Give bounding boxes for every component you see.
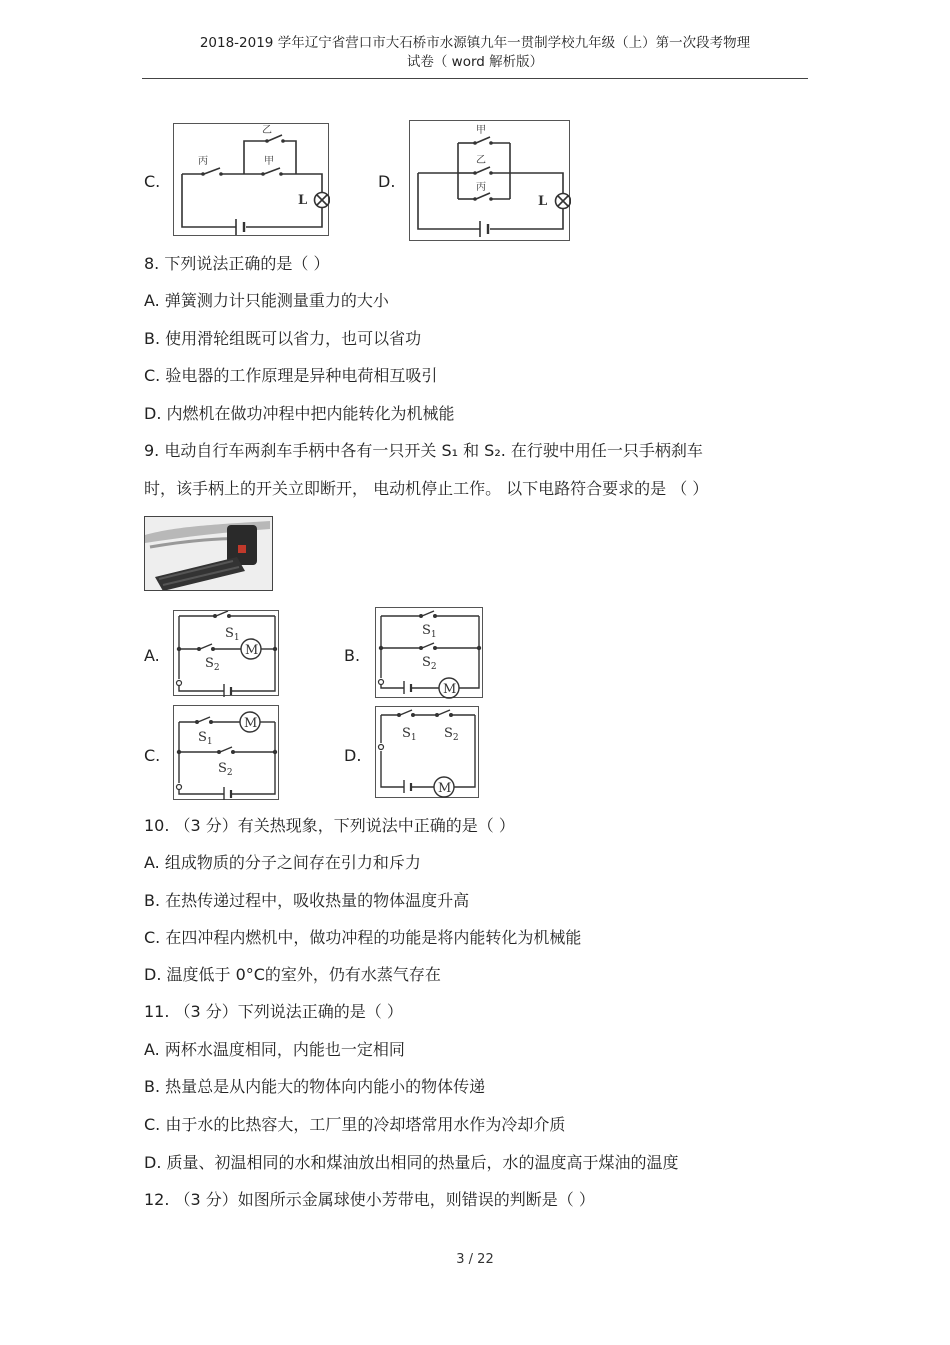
q11-option-b: B. 热量总是从内能大的物体向内能小的物体传递 — [144, 1077, 486, 1096]
q9-circuit-c — [173, 705, 279, 800]
q9-stem-line2: 时，该手柄上的开关立即断开， 电动机停止工作。 以下电路符合要求的是 （ ） — [144, 479, 709, 498]
b-s1-label: $S_1$ — [422, 623, 437, 640]
q7-circuit-c — [173, 123, 329, 236]
c-switch-jia-label: 甲 — [264, 156, 274, 167]
a-motor-label: M — [245, 643, 259, 658]
q9-circuit-d — [375, 706, 479, 798]
c-s1-label: $S_1$ — [198, 730, 213, 747]
q11-stem: 11. （3 分）下列说法正确的是（ ） — [144, 1002, 403, 1021]
q9-circuit-b — [375, 607, 483, 698]
q11-option-c: C. 由于水的比热容大，工厂里的冷却塔常用水作为冷却介质 — [144, 1115, 566, 1134]
circuit-d-diagram — [410, 121, 571, 242]
q9-option-a-label: A. — [144, 646, 160, 665]
page-number: 3 / 22 — [456, 1252, 494, 1267]
q8-option-c: C. 验电器的工作原理是异种电荷相互吸引 — [144, 366, 438, 385]
b-s2-label: $S_2$ — [422, 655, 437, 672]
d-switch-bing-label: 丙 — [476, 182, 486, 193]
q7-circuit-d — [409, 120, 570, 241]
c-motor-label: M — [244, 716, 258, 731]
q9-option-d-label: D. — [344, 746, 362, 765]
q8-stem: 8. 下列说法正确的是（ ） — [144, 254, 330, 273]
header-title-line1: 2018-2019 学年辽宁省营口市大石桥市水源镇九年一贯制学校九年级（上）第一次段考物理 — [199, 35, 751, 51]
q10-option-a: A. 组成物质的分子之间存在引力和斥力 — [144, 853, 421, 872]
q10-option-b: B. 在热传递过程中，吸收热量的物体温度升高 — [144, 891, 470, 910]
a-s1-label: $S_1$ — [225, 626, 240, 643]
page-header — [140, 34, 810, 72]
q9-circuit-a — [173, 610, 279, 696]
d-switch-yi-label: 乙 — [476, 155, 486, 166]
d-s1-label: $S_1$ — [402, 726, 417, 743]
d-motor-label: M — [438, 781, 452, 796]
q11-option-d: D. 质量、初温相同的水和煤油放出相同的热量后，水的温度高于煤油的温度 — [144, 1153, 679, 1172]
q7-option-d-label: D. — [378, 172, 396, 191]
c-switch-yi-label: 乙 — [262, 125, 272, 136]
q9-stem-line1: 9. 电动自行车两刹车手柄中各有一只开关 S₁ 和 S₂. 在行驶中用任一只手柄刹车 — [144, 441, 703, 460]
d-lamp-label: L — [538, 194, 548, 209]
q8-option-b: B. 使用滑轮组既可以省力，也可以省功 — [144, 329, 422, 348]
header-title-line2: 试卷（ word 解析版） — [406, 54, 544, 70]
q8-option-d: D. 内燃机在做功冲程中把内能转化为机械能 — [144, 404, 455, 423]
q9-option-c-label: C. — [144, 746, 161, 765]
header-divider — [142, 78, 808, 79]
c-s2-label: $S_2$ — [218, 761, 233, 778]
q7-option-c-label: C. — [144, 172, 161, 191]
q12-stem: 12. （3 分）如图所示金属球使小芳带电，则错误的判断是（ ） — [144, 1190, 595, 1209]
q10-stem: 10. （3 分）有关热现象，下列说法中正确的是（ ） — [144, 816, 515, 835]
b-motor-label: M — [443, 682, 457, 697]
q9-option-b-label: B. — [344, 646, 361, 665]
q11-option-a: A. 两杯水温度相同，内能也一定相同 — [144, 1040, 405, 1059]
c-lamp-label: L — [298, 193, 308, 208]
brake-handle-photo — [144, 516, 273, 591]
d-s2-label: $S_2$ — [444, 726, 459, 743]
d-switch-jia-label: 甲 — [476, 125, 486, 136]
q10-option-d: D. 温度低于 0°C的室外，仍有水蒸气存在 — [144, 965, 441, 984]
q10-option-c: C. 在四冲程内燃机中，做功冲程的功能是将内能转化为机械能 — [144, 928, 582, 947]
q8-option-a: A. 弹簧测力计只能测量重力的大小 — [144, 291, 389, 310]
a-s2-label: $S_2$ — [205, 656, 220, 673]
c-switch-bing-label: 丙 — [198, 156, 208, 167]
circuit-c-diagram — [174, 124, 330, 237]
